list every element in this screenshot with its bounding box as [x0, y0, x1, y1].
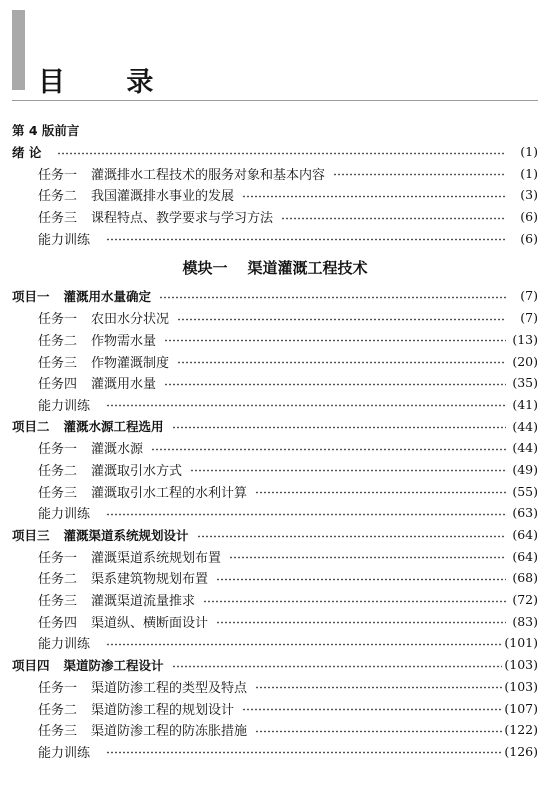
toc-task-entry[interactable] [12, 719, 538, 741]
toc-project-entry[interactable] [12, 415, 538, 437]
toc-task-entry[interactable] [12, 437, 538, 459]
toc-page-number: (72) [512, 592, 538, 608]
dot-leader [333, 173, 506, 176]
toc-page-number: (122) [504, 722, 538, 738]
toc-entry-title: 渠道防渗工程的类型及特点 [91, 680, 248, 696]
toc-entry-number: 任务三 [38, 485, 78, 501]
toc-entry-title: 灌溉排水工程技术的服务对象和基本内容 [91, 167, 326, 183]
dot-leader [216, 621, 506, 624]
toc-entry-number: 任务三 [38, 594, 78, 610]
dot-leader [216, 578, 506, 581]
toc-entry-title: 作物需水量 [91, 333, 157, 349]
toc-entry-number: 能力训练 [38, 398, 91, 414]
toc-page-number: (1) [520, 144, 538, 160]
dot-leader [151, 448, 506, 451]
toc-entry-title: 灌溉水源工程选用 [63, 419, 164, 435]
toc-task-entry[interactable] [12, 480, 538, 502]
toc-page-number: (63) [512, 505, 538, 521]
toc-task-entry[interactable] [12, 162, 538, 184]
dot-leader [203, 600, 506, 603]
toc-project-entry[interactable] [12, 524, 538, 546]
toc-page-number: (6) [520, 209, 538, 225]
toc-task-entry[interactable] [12, 329, 538, 351]
dot-leader [177, 318, 506, 321]
toc-task-entry[interactable] [12, 697, 538, 719]
dot-leader [106, 643, 502, 646]
toc-page-number: (7) [520, 310, 538, 326]
toc-entry-title: 渠系建筑物规划布置 [91, 572, 209, 588]
toc-page-number: (64) [512, 527, 538, 543]
toc-page-number: (44) [512, 440, 538, 456]
toc-entry-number: 项目三 [12, 527, 50, 543]
toc-page-number: (20) [512, 353, 538, 369]
toc-entry-number: 任务三 [38, 355, 78, 371]
toc-entry-number: 任务二 [38, 572, 78, 588]
toc-entry-title: 灌溉用水量 [91, 377, 157, 393]
toc-task-entry[interactable] [12, 350, 538, 372]
toc-entry-title: 灌溉水源 [91, 442, 144, 458]
toc-entry-title: 渠道防渗工程设计 [63, 657, 164, 673]
toc-page-number: (83) [512, 613, 538, 629]
toc-entry-number: 任务一 [38, 312, 78, 328]
toc-entry-number: 任务一 [38, 442, 78, 458]
toc-task-entry[interactable] [12, 589, 538, 611]
toc-page-number: (107) [504, 700, 538, 716]
dot-leader [242, 195, 506, 198]
toc-page-number: (64) [512, 548, 538, 564]
toc-task-entry[interactable] [12, 206, 538, 228]
toc-entry-number: 任务二 [38, 702, 78, 718]
toc-entry-number: 项目四 [12, 657, 50, 673]
toc-front-matter [12, 119, 538, 249]
toc-task-entry[interactable] [12, 567, 538, 589]
toc-page-number: (55) [512, 483, 538, 499]
title-rule [12, 100, 538, 101]
toc-entry-number: 任务二 [38, 463, 78, 479]
toc-task-entry[interactable] [12, 545, 538, 567]
toc-page-number: (103) [504, 678, 538, 694]
dot-leader [164, 339, 506, 342]
dot-leader [172, 426, 506, 429]
toc-entry-number: 任务四 [38, 615, 78, 631]
dot-leader [106, 238, 506, 241]
dot-leader [190, 469, 506, 472]
toc-task-entry[interactable] [12, 459, 538, 481]
toc-task-entry[interactable] [12, 632, 538, 654]
page-title: 目 录 [38, 67, 180, 98]
toc-project-entry[interactable] [12, 119, 538, 141]
dot-leader [177, 361, 506, 364]
dot-leader [281, 217, 506, 220]
dot-leader [255, 491, 506, 494]
toc-project-entry[interactable] [12, 141, 538, 163]
toc-entry-title: 渠道防渗工程的规划设计 [91, 702, 235, 718]
toc-page-number: (1) [520, 165, 538, 181]
toc-page-number: (7) [520, 288, 538, 304]
dot-leader [159, 296, 506, 299]
toc-entry-title: 我国灌溉排水事业的发展 [91, 189, 235, 205]
toc-entry-number: 任务三 [38, 724, 78, 740]
dot-leader [172, 665, 503, 668]
toc-entry-title: 渠道防渗工程的防冻胀措施 [91, 724, 248, 740]
toc-entry-number: 任务一 [38, 680, 78, 696]
toc-project-entry[interactable] [12, 654, 538, 676]
toc-entry-number: 任务二 [38, 333, 78, 349]
toc-task-entry[interactable] [12, 227, 538, 249]
dot-leader [242, 708, 502, 711]
toc-entry-number: 任务四 [38, 377, 78, 393]
dot-leader [57, 152, 506, 155]
toc-module-entries [12, 285, 538, 762]
toc-entry-number: 绪 论 [12, 144, 42, 160]
toc-entry-number: 任务二 [38, 189, 78, 205]
dot-leader [197, 535, 506, 538]
toc-page-number: (68) [512, 570, 538, 586]
toc-entry-number: 能力训练 [38, 507, 91, 523]
dot-leader [229, 556, 506, 559]
toc-entry-number: 第 4 版前言 [12, 122, 80, 138]
dot-leader [164, 383, 506, 386]
toc-entry-number: 能力训练 [38, 637, 91, 653]
toc-entry-number: 任务三 [38, 211, 78, 227]
toc-entry-title: 灌溉渠道系统规划设计 [63, 527, 189, 543]
toc-project-entry[interactable] [12, 285, 538, 307]
toc-entry-title: 作物灌溉制度 [91, 355, 170, 371]
toc-task-entry[interactable] [12, 394, 538, 416]
toc-entry-title: 灌溉渠道流量推求 [91, 594, 196, 610]
toc-entry-title: 渠道纵、横断面设计 [91, 615, 209, 631]
dot-leader [255, 730, 502, 733]
table-of-contents [12, 119, 538, 762]
toc-entry-title: 灌溉取引水方式 [91, 463, 183, 479]
dot-leader [255, 686, 502, 689]
toc-entry-title: 灌溉渠道系统规划布置 [91, 550, 222, 566]
decorative-gray-bar [12, 10, 25, 90]
toc-entry-number: 能力训练 [38, 232, 91, 248]
toc-page-number: (103) [504, 657, 538, 673]
toc-task-entry[interactable] [12, 610, 538, 632]
toc-task-entry[interactable] [12, 502, 538, 524]
toc-page-number: (49) [512, 461, 538, 477]
module-heading [12, 249, 538, 285]
toc-entry-title: 灌溉用水量确定 [63, 288, 152, 304]
toc-entry-title: 农田水分状况 [91, 312, 170, 328]
toc-task-entry[interactable] [12, 741, 538, 763]
dot-leader [106, 751, 502, 754]
toc-entry-number: 项目一 [12, 288, 50, 304]
toc-page-number: (44) [512, 418, 538, 434]
toc-entry-number: 任务一 [38, 167, 78, 183]
toc-page-number: (101) [504, 635, 538, 651]
toc-task-entry[interactable] [12, 372, 538, 394]
toc-page-number: (3) [520, 187, 538, 203]
toc-task-entry[interactable] [12, 307, 538, 329]
toc-page-number: (13) [512, 331, 538, 347]
toc-page-number: (6) [520, 230, 538, 246]
toc-page-number: (41) [512, 396, 538, 412]
dot-leader [106, 404, 506, 407]
toc-entry-title: 课程特点、教学要求与学习方法 [91, 211, 274, 227]
toc-page-number: (35) [512, 375, 538, 391]
toc-task-entry[interactable] [12, 184, 538, 206]
toc-page-number: (126) [504, 743, 538, 759]
module-number: 模块一 [182, 258, 228, 277]
toc-task-entry[interactable] [12, 676, 538, 698]
toc-entry-number: 能力训练 [38, 745, 91, 761]
toc-entry-title: 灌溉取引水工程的水利计算 [91, 485, 248, 501]
toc-entry-number: 任务一 [38, 550, 78, 566]
dot-leader [106, 513, 506, 516]
toc-entry-number: 项目二 [12, 419, 50, 435]
module-title: 渠道灌溉工程技术 [247, 258, 368, 277]
